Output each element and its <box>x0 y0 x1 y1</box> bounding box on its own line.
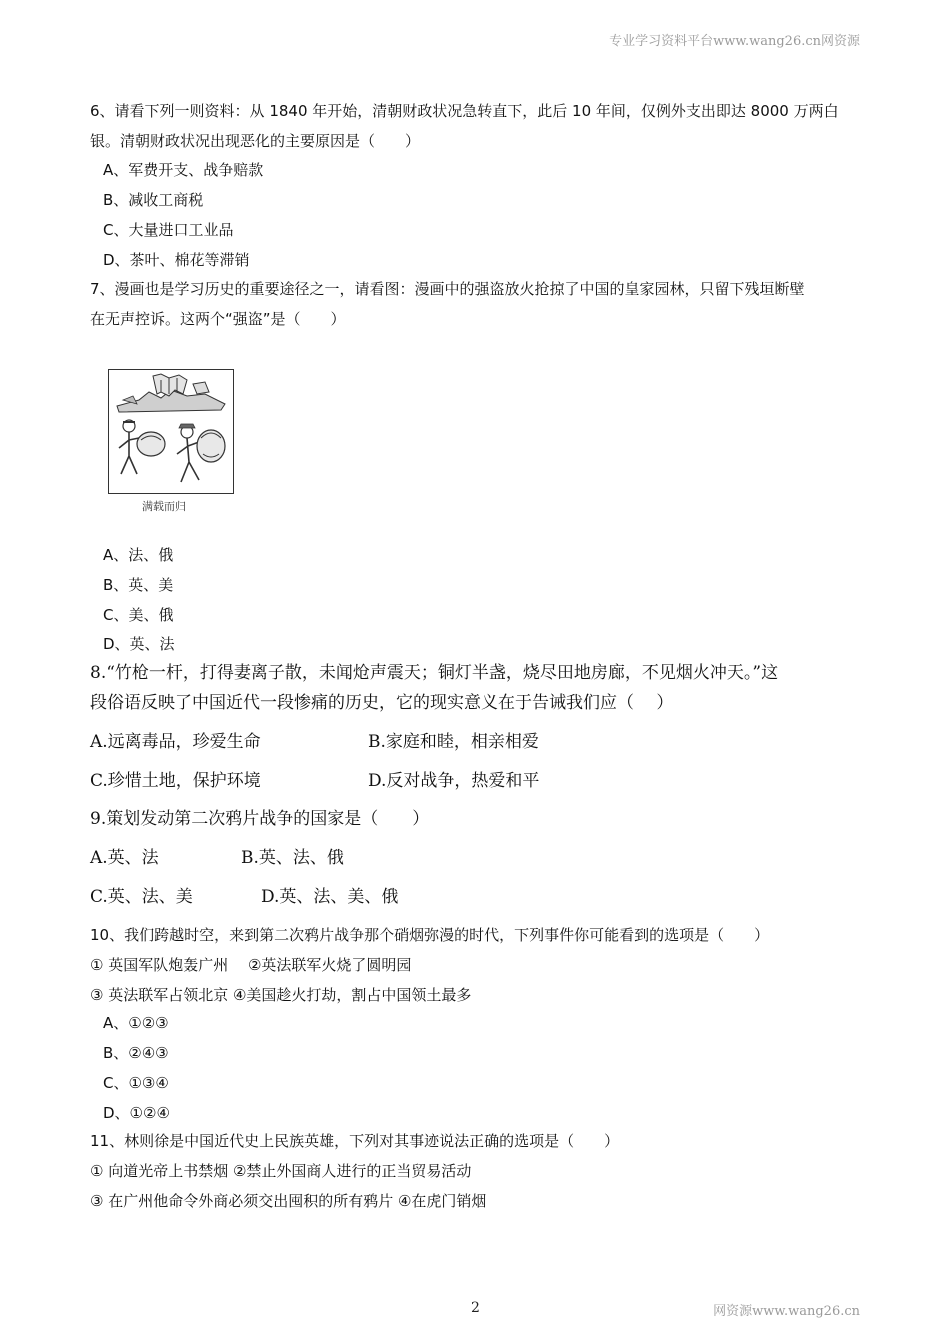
q9-option-c: C.英、法、美 <box>90 887 193 907</box>
q7-option-c: C、美、俄 <box>103 606 174 624</box>
q6-option-c: C、大量进口工业品 <box>103 221 234 239</box>
q7-option-b: B、英、美 <box>103 576 174 594</box>
q6-stem-line2: 银。清朝财政状况出现恶化的主要原因是（ ） <box>90 132 421 150</box>
q8-option-c: C.珍惜土地，保护环境 <box>90 771 261 791</box>
q7-option-a: A、法、俄 <box>103 546 174 564</box>
q9-option-b: B.英、法、俄 <box>241 848 344 868</box>
q8-stem-line2: 段俗语反映了中国近代一段惨痛的历史，它的现实意义在于告诫我们应（ ） <box>90 693 674 713</box>
q10-stem-line1: 10、我们跨越时空，来到第二次鸦片战争那个硝烟弥漫的时代，下列事件你可能看到的选项是（ ） <box>90 926 770 944</box>
q11-stem-line2: ① 向道光帝上书禁烟 ②禁止外国商人进行的正当贸易活动 <box>90 1162 472 1180</box>
q9-option-a: A.英、法 <box>90 848 159 868</box>
q6-option-a: A、军费开支、战争赔款 <box>103 161 264 179</box>
q8-option-d: D.反对战争，热爱和平 <box>368 771 540 791</box>
q10-stem-line2: ① 英国军队炮轰广州 ②英法联军火烧了圆明园 <box>90 956 412 974</box>
cartoon-image <box>108 369 234 494</box>
q9-option-d: D.英、法、美、俄 <box>261 887 399 907</box>
q10-stem-line3: ③ 英法联军占领北京 ④美国趁火打劫，割占中国领土最多 <box>90 986 472 1004</box>
q11-stem-line1: 11、林则徐是中国近代史上民族英雄，下列对其事迹说法正确的选项是（ ） <box>90 1132 620 1150</box>
q8-option-b: B.家庭和睦，相亲相爱 <box>368 732 539 752</box>
q10-option-b: B、②④③ <box>103 1044 169 1062</box>
header-watermark: 专业学习资料平台www.wang26.cn网资源 <box>609 34 860 49</box>
footer-watermark: 网资源www.wang26.cn <box>713 1304 860 1319</box>
q10-option-d: D、①②④ <box>103 1104 170 1122</box>
q10-option-a: A、①②③ <box>103 1014 169 1032</box>
q6-stem-line1: 6、请看下列一则资料：从 1840 年开始，清朝财政状况急转直下，此后 10 年间，仅例外支出即达 8000 万两白 <box>90 102 839 120</box>
cartoon-caption: 满载而归 <box>142 500 186 513</box>
q8-option-a: A.远离毒品，珍爱生命 <box>90 732 261 752</box>
q7-option-d: D、英、法 <box>103 635 175 653</box>
q6-option-b: B、减收工商税 <box>103 191 204 209</box>
q9-stem: 9.策划发动第二次鸦片战争的国家是（ ） <box>90 809 430 829</box>
page-number: 2 <box>471 1300 480 1316</box>
q7-stem-line1: 7、漫画也是学习历史的重要途径之一，请看图：漫画中的强盗放火抢掠了中国的皇家园林，只留下残垣断壁 <box>90 280 805 298</box>
q10-option-c: C、①③④ <box>103 1074 169 1092</box>
q6-option-d: D、茶叶、棉花等滞销 <box>103 251 250 269</box>
q7-stem-line2: 在无声控诉。这两个“强盗”是（ ） <box>90 310 346 328</box>
q8-stem-line1: 8.“竹枪一杆，打得妻离子散，未闻炝声震天；铜灯半盏，烧尽田地房廊，不见烟火冲天。”这 <box>90 663 779 683</box>
cartoon-drawing <box>109 370 233 493</box>
q11-stem-line3: ③ 在广州他命令外商必须交出囤积的所有鸦片 ④在虎门销烟 <box>90 1192 487 1210</box>
